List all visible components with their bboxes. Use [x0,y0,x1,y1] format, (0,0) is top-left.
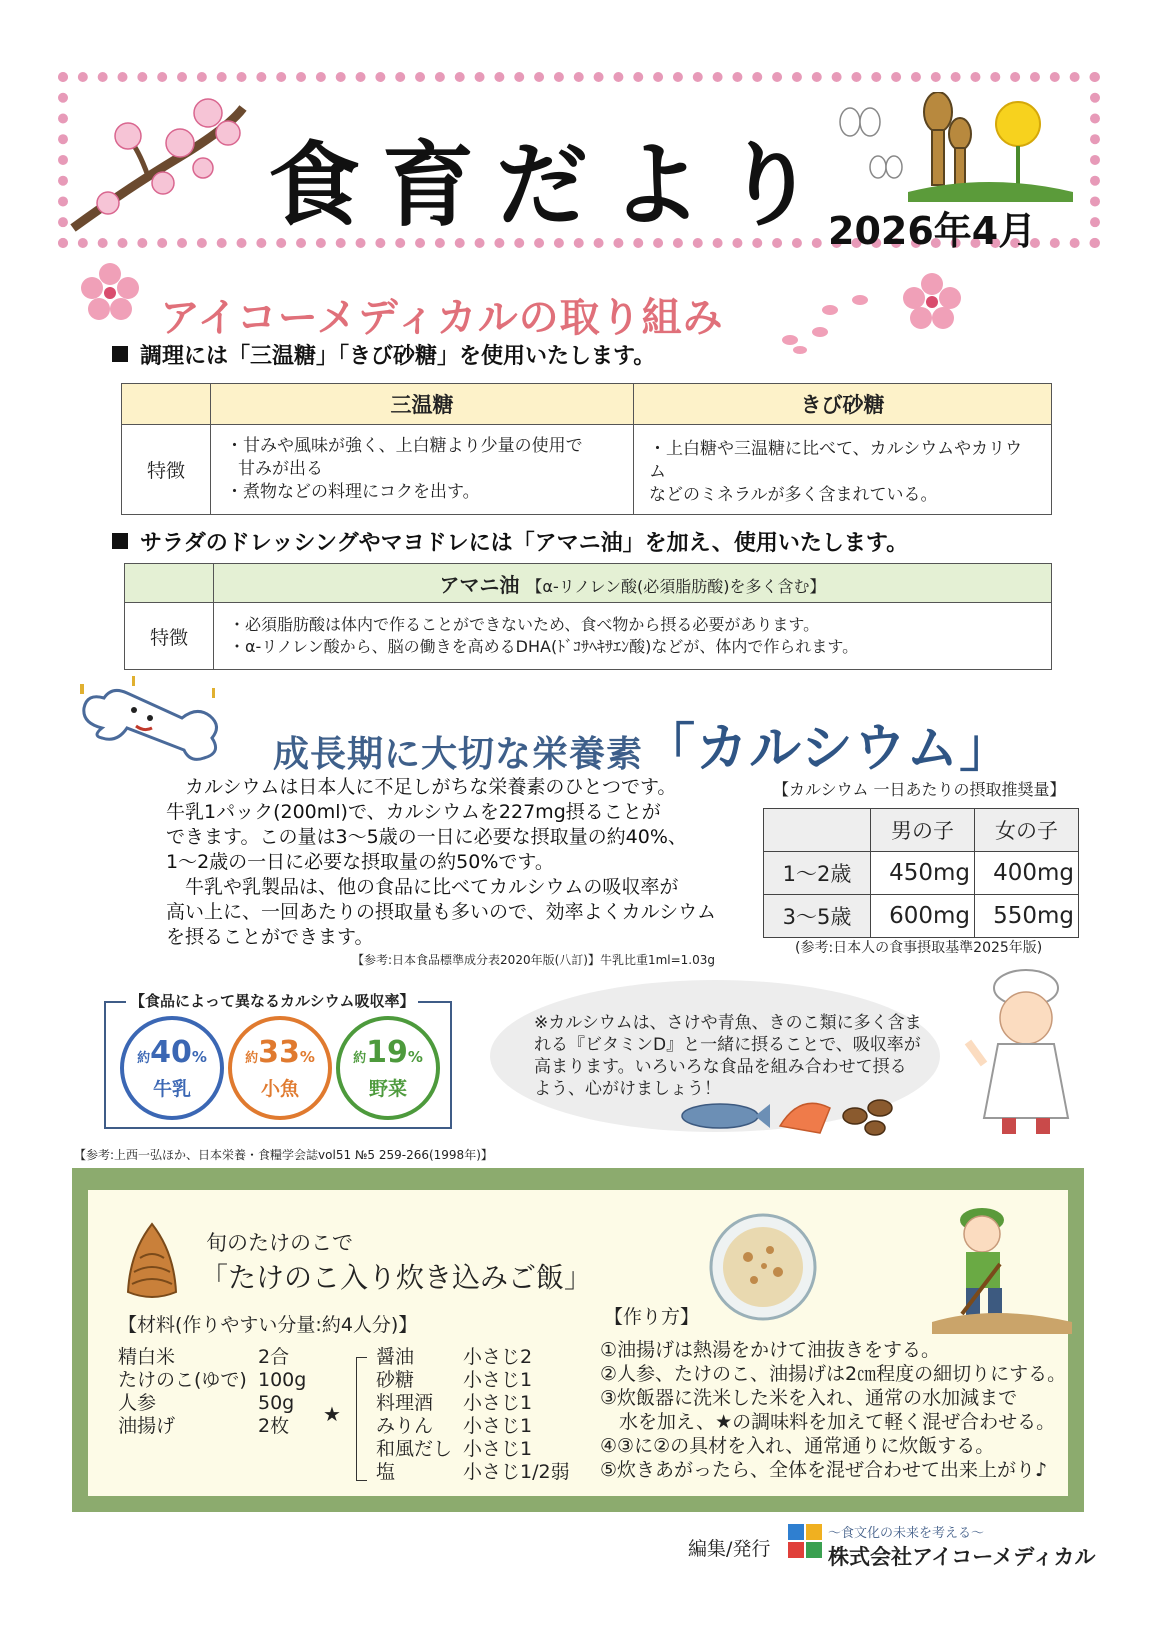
reference-intake-standard: (参考:日本人の食事摂取基準2025年版) [795,940,1043,956]
sakura-petals-icon [770,270,970,360]
ingredient-name: 人参 [118,1392,157,1414]
cell-line: ・必須脂肪酸は体内で作ることができないため、食べ物から摂る必要があります。 [229,615,820,634]
ingredients-heading: 【材料(作りやすい分量:約4人分)】 [118,1314,418,1336]
intake-cell-boy: 600mg [871,895,975,938]
rice-bowl-icon [708,1212,818,1322]
bullet-square-icon [112,346,128,362]
intake-col-girl: 女の子 [975,809,1079,852]
text-line: ※カルシウムは、さけや青魚、きのこ類に多く含ま [534,1013,922,1033]
method-step: ④③に②の具材を入れ、通常通りに炊飯する。 [600,1435,995,1457]
seasoning-amount: 小さじ1 [463,1392,533,1414]
cell-line: などのミネラルが多く含まれている。 [649,484,938,505]
absorption-small-fish [228,1016,332,1120]
ingredient-name: 精白米 [118,1346,176,1368]
flaxseed-header-main: アマニ油 [439,572,520,597]
ingredients-main-names [118,1346,247,1438]
seasoning-bracket [356,1357,367,1481]
seasoning-name: 塩 [376,1461,396,1483]
intake-corner [764,809,871,852]
bullet-sugar [112,339,655,370]
method-step: ③炊飯器に洗米した米を入れ、通常の水加減まで [600,1387,1018,1409]
flaxseed-table [124,563,1052,670]
ingredient-amount: 2合 [258,1346,290,1368]
text-line: 1～2歳の一日に必要な摂取量の約50%です。 [166,851,554,873]
seasoning-name: 醤油 [376,1346,415,1368]
chef-character-icon [962,968,1092,1138]
seasoning-amount: 小さじ1 [463,1415,533,1437]
method-heading: 【作り方】 [604,1306,700,1328]
bullet-sugar-text: 調理には「三温糖」「きび砂糖」を使用いたします。 [140,344,656,369]
seasoning-amount: 小さじ1 [463,1369,533,1391]
spring-scene-icon [838,92,1078,202]
seasoning-name: みりん [376,1415,434,1437]
seasoning-amounts [463,1346,570,1484]
cell-line: ・甘みや風味が強く、上白糖より少量の使用で [226,436,583,456]
cell-line: ・上白糖や三温糖に比べて、カルシウムやカリウム [649,439,1023,482]
ingredient-name: 油揚げ [118,1415,176,1437]
flaxseed-cell [214,603,1052,670]
seasoning-name: 砂糖 [376,1369,415,1391]
sugar-table-corner [122,384,211,425]
ingredient-amount: 100g [258,1369,307,1391]
sugar-col-sanontou: 三温糖 [211,384,634,425]
flaxseed-row-label: 特徴 [125,603,214,670]
company-tagline: ～食文化の未来を考える～ [828,1526,985,1541]
bamboo-shoot-icon [124,1222,180,1302]
reference-food-table: 【参考:日本食品標準成分表2020年版(八訂)】牛乳比重1ml=1.03g [352,953,715,967]
company-logo-icon [788,1524,822,1560]
intake-cell-girl: 550mg [975,895,1079,938]
text-line: できます。この量は3～5歳の一日に必要な摂取量の約40%、 [166,826,687,848]
pct-prefix: 約 [353,1051,367,1066]
flaxseed-header [214,564,1052,603]
sugar-col-kibi: きび砂糖 [634,384,1052,425]
intake-caption: 【カルシウム 一日あたりの摂取推奨量】 [773,780,1066,799]
pct-value: 40 [150,1035,192,1070]
text-line: 牛乳1パック(200ml)で、カルシウムを227mg摂ることが [166,801,661,823]
text-line: れる『ビタミンD』と一緒に摂ることで、吸収率が [534,1035,921,1055]
farmer-digging-icon [932,1204,1072,1334]
text-line: よう、心がけましょう！ [534,1079,721,1099]
calcium-title-bracket-open: 「 [643,719,697,779]
pct-suffix: % [407,1048,423,1066]
seasoning-amount: 小さじ1 [463,1438,533,1460]
method-step: ⑤炊きあがったら、全体を混ぜ合わせて出来上がり♪ [600,1459,1048,1481]
cherry-branch-icon [68,88,248,238]
sugar-table [121,383,1052,515]
bullet-flaxseed-text: サラダのドレッシングやマヨドレには「アマニ油」を加え、使用いたします。 [140,531,909,556]
recipe-subtitle: 旬のたけのこで [206,1231,353,1255]
cell-line: 甘みが出る [238,458,323,479]
seasoning-amount: 小さじ1/2弱 [463,1461,570,1483]
company-name: 株式会社アイコーメディカル [828,1545,1096,1569]
flaxseed-header-sub: 【α-リノレン酸(必須脂肪酸)を多く含む】 [526,576,826,596]
sugar-row-label: 特徴 [122,425,211,515]
absorption-vegetables [336,1016,440,1120]
intake-row-age: 3～5歳 [764,895,871,938]
ingredient-amount: 2枚 [258,1415,290,1437]
fish-salmon-mushroom-icon [680,1088,900,1138]
publisher-label: 編集/発行 [688,1538,771,1560]
sugar-cell-kibi [634,425,1052,515]
bullet-flaxseed [112,526,908,557]
method-step: ②人参、たけのこ、油揚げは2㎝程度の細切りにする。 [600,1363,1067,1385]
text-line: 高い上に、一回あたりの摂取量も多いので、効率よくカルシウム [166,901,716,923]
food-name: 牛乳 [152,1078,191,1100]
seasoning-amount: 小さじ2 [463,1346,533,1368]
cell-line: ・煮物などの料理にコクを出す。 [226,481,480,502]
reference-absorption: 【参考:上西一弘ほか、日本栄養・食糧学会誌vol51 №5 259-266(1998年)】 [74,1148,493,1162]
method-step: 水を加え、★の調味料を加えて軽く混ぜ合わせる。 [600,1411,1056,1433]
method-steps [600,1338,1067,1482]
pct-value: 19 [366,1035,408,1070]
text-line: 牛乳や乳製品は、他の食品に比べてカルシウムの吸収率が [166,876,679,898]
calcium-title-key: カルシウム [696,719,960,779]
calcium-description [166,775,736,950]
vitamin-d-text [534,1012,926,1100]
text-line: を摂ることができます。 [166,926,374,948]
text-line: 高まります。いろいろな食品を組み合わせて摂る [534,1057,907,1077]
section-title-calcium [273,706,1012,781]
text-line: カルシウムは日本人に不足しがちな栄養素のひとつです。 [166,776,677,798]
ingredient-name: たけのこ(ゆで) [118,1369,247,1391]
pct-prefix: 約 [245,1051,259,1066]
ingredients-main-amounts [258,1346,306,1438]
star-marker: ★ [323,1402,341,1426]
ingredient-amount: 50g [258,1392,295,1414]
pct-suffix: % [191,1048,207,1066]
pct-suffix: % [299,1048,315,1066]
intake-col-boy: 男の子 [871,809,975,852]
seasoning-name: 料理酒 [376,1392,434,1414]
cell-line: ・α-リノレン酸から、脳の働きを高めるDHA(ﾄﾞｺｻﾍｷｻｴﾝ酸)などが、体内で作られます。 [229,637,859,656]
bone-character-icon [72,668,232,778]
method-step: ①油揚げは熱湯をかけて油抜きをする。 [600,1339,941,1361]
calcium-title-bracket-close: 」 [959,719,1013,779]
seasoning-name: 和風だし [376,1438,453,1460]
bullet-square-icon [112,533,128,549]
intake-cell-girl: 400mg [975,852,1079,895]
pct-prefix: 約 [137,1051,151,1066]
intake-cell-boy: 450mg [871,852,975,895]
absorption-milk [120,1016,224,1120]
section-title-initiatives: アイコーメディカルの取り組み [160,295,724,341]
pct-value: 33 [258,1035,300,1070]
calcium-title-pre: 成長期に大切な栄養素 [273,734,644,775]
recipe-title: 「たけのこ入り炊き込みご飯」 [200,1261,593,1294]
food-name: 小魚 [260,1078,299,1100]
issue-date: 2026年4月 [828,209,1037,253]
food-name: 野菜 [368,1078,407,1100]
flaxseed-table-corner [125,564,214,603]
seasoning-names [376,1346,452,1484]
sugar-cell-sanontou [211,425,634,515]
sakura-flower-icon [80,262,140,322]
absorption-title: 【食品によって異なるカルシウム吸収率】 [126,990,418,1011]
intake-row-age: 1～2歳 [764,852,871,895]
page-title: 食育だより [268,132,839,239]
intake-table [763,808,1079,938]
